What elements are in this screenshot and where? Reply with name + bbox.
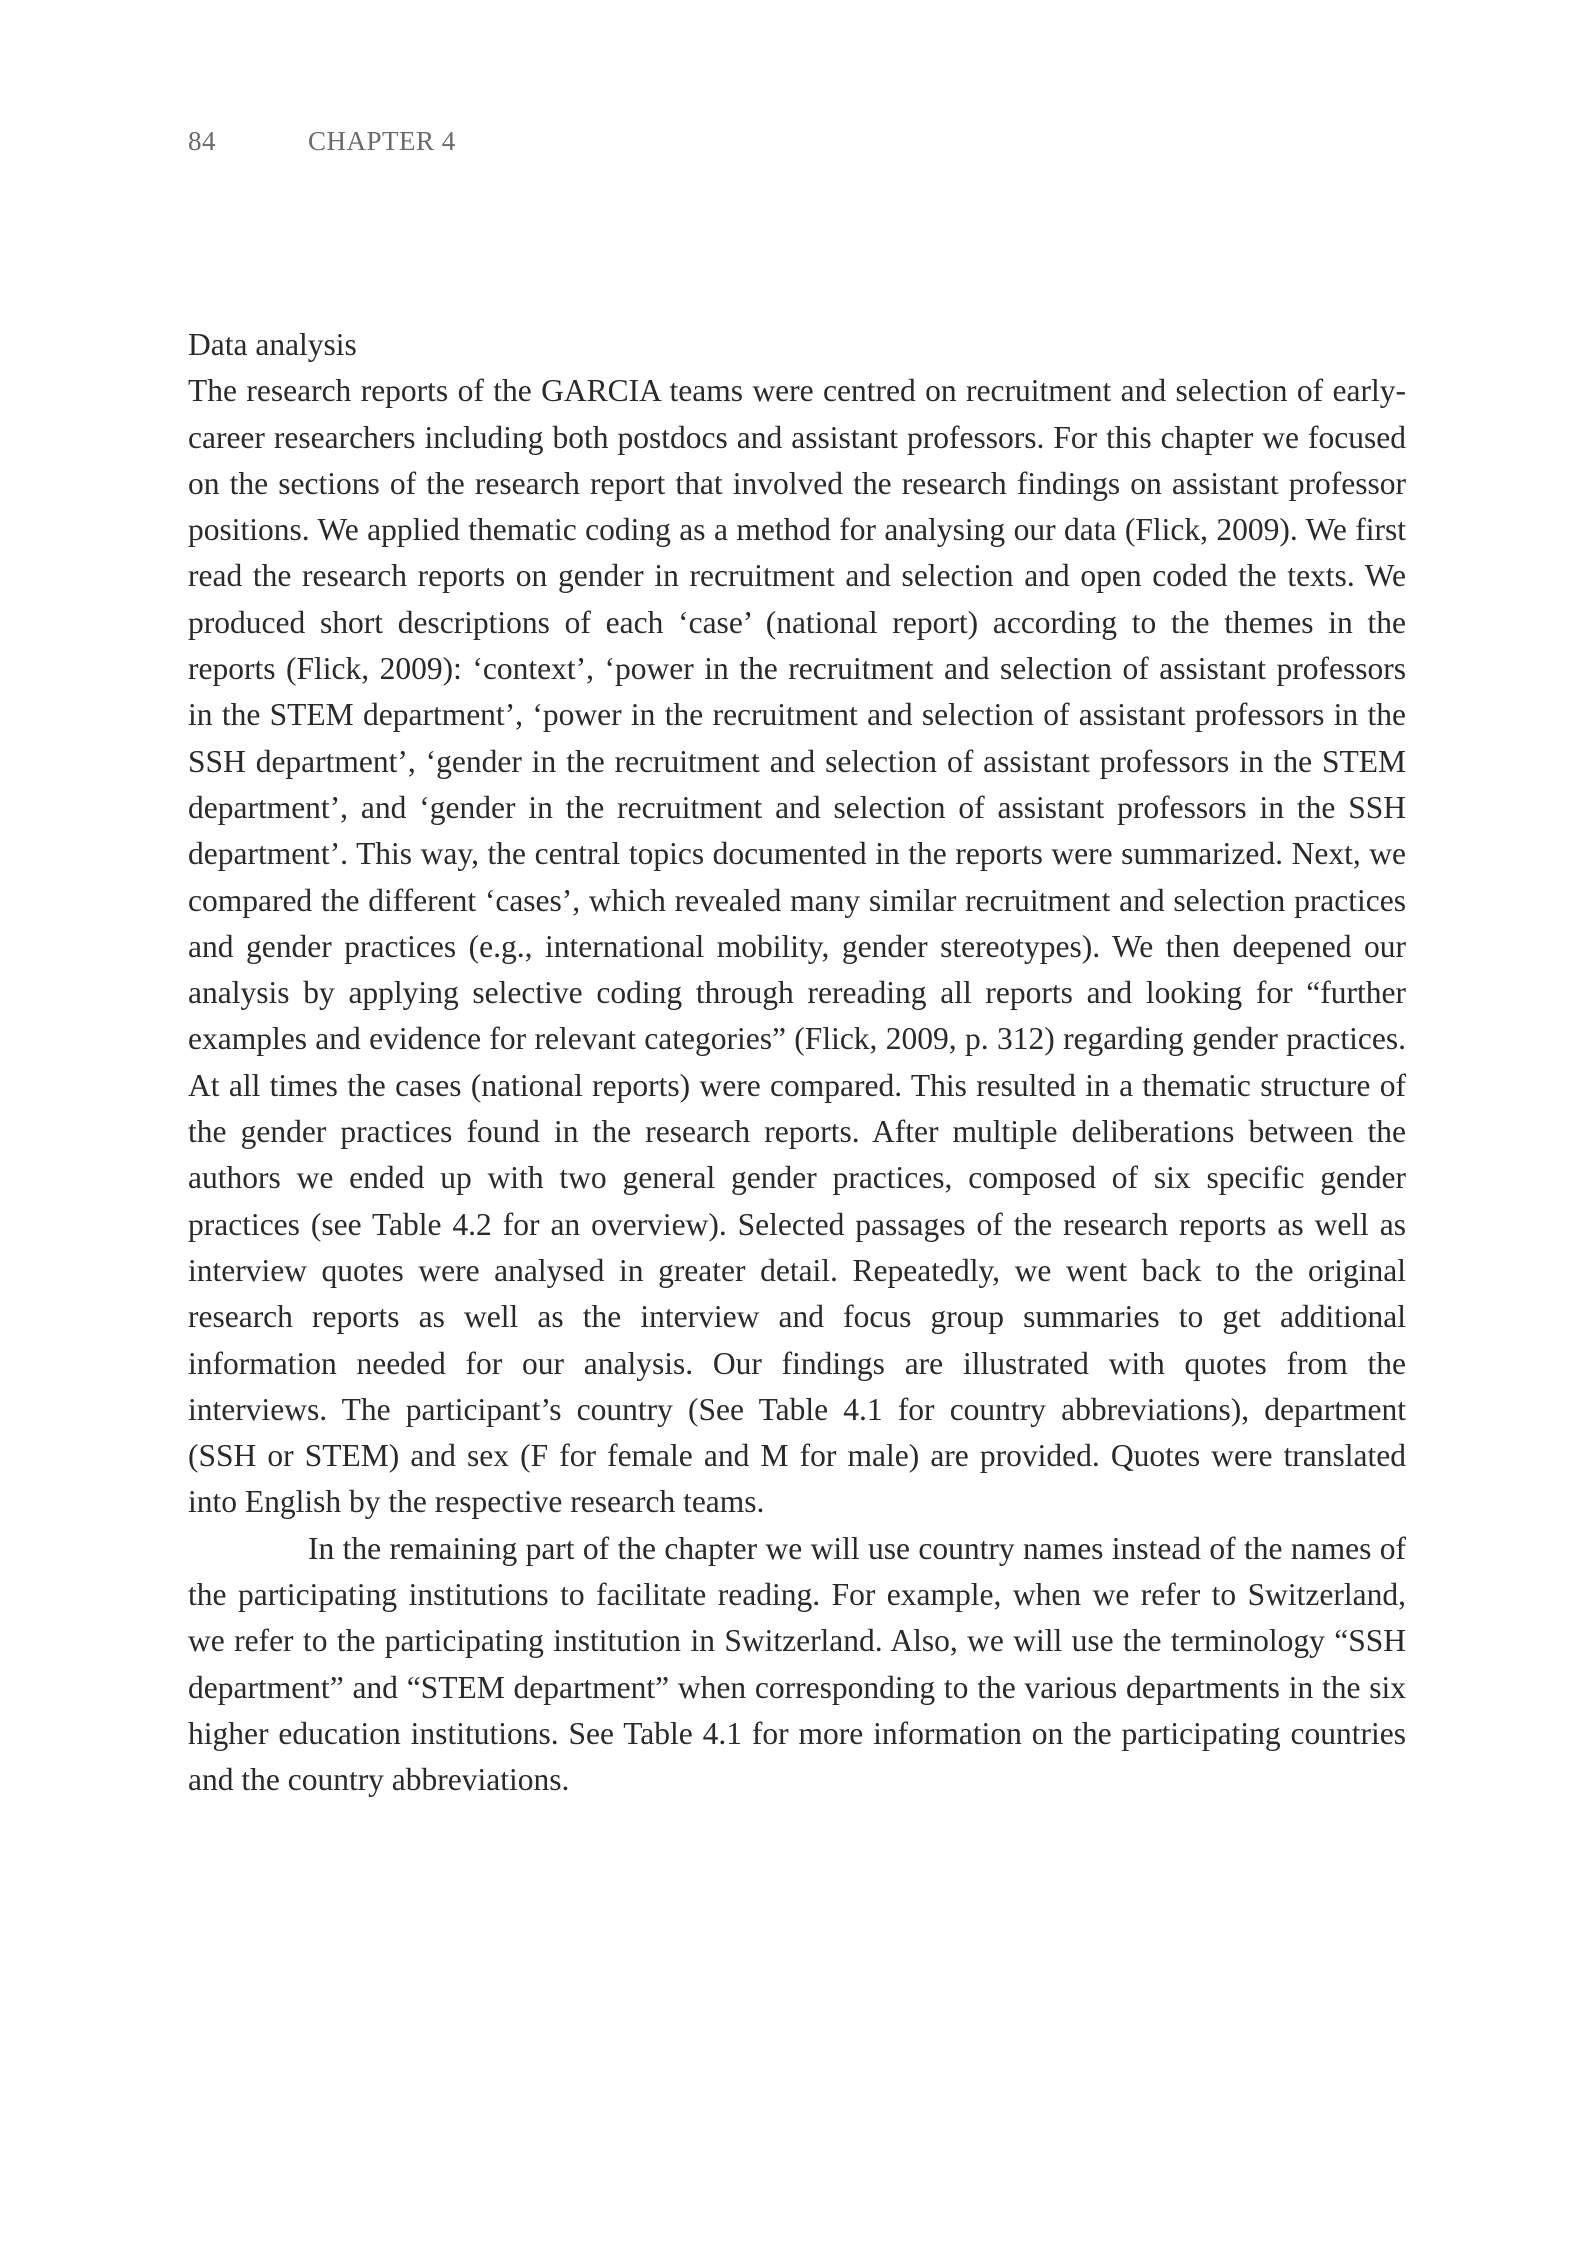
section-heading: Data analysis [188, 327, 357, 362]
body-paragraph-1: The research reports of the GARCIA teams were centred on recruitment and selection of early-career researchers including both postdocs and assistant professors. For this chapter we focused on the sections of the research report that involved the research findings on assistant professor positions. We applied thematic coding as a method for analysing our data (Flick, 2009). We first read the research reports on gender in recruitment and selection and open coded the texts. We produced short descriptions of each ‘case’ (national report) according to the themes in the reports (Flick, 2009): ‘context’, ‘power in the recruitment and selection of assistant professors in the STEM department’, ‘power in the recruitment and selection of assistant professors in the SSH department’, ‘gender in the recruitment and selection of assistant professors in the STEM department’, and ‘gender in the recruitment and selection of assistant professors in the SSH department’. This way, the central topics documented in the reports were summarized. Next, we compared the different ‘cases’, which revealed many similar recruitment and selection practices and gender practices (e.g., international mobility, gender stereotypes). We then deepened our analysis by applying selective coding through rereading all reports and looking for “further examples and evidence for relevant categories” (Flick, 2009, p. 312) regarding gender practices. At all times the cases (national reports) were compared. This resulted in a thematic structure of the gender practices found in the research reports. After multiple deliberations between the authors we ended up with two general gender practices, composed of six specific gender practices (see Table 4.2 for an overview). Selected passages of the research reports as well as interview quotes were analysed in greater detail. Repeatedly, we went back to the original research reports as well as the interview and focus group summaries to get additional information needed for our analysis. Our findings are illustrated with quotes from the interviews. The participant’s country (See Table 4.1 for country abbreviations), department (SSH or STEM) and sex (F for female and M for male) are provided. Quotes were translated into English by the respective research teams. [188, 373, 1406, 1520]
running-head [188, 126, 456, 157]
section-body [188, 322, 1406, 1804]
page-number: 84 [188, 126, 216, 156]
body-paragraph-2: In the remaining part of the chapter we will use country names instead of the names of the participating institutions to facilitate reading. For example, when we refer to Switzerland, we refer to the participating institution in Switzerland. Also, we will use the terminology “SSH department” and “STEM department” when corresponding to the various departments in the six higher education institutions. See Table 4.1 for more information on the participating countries and the country abbreviations. [188, 1530, 1406, 1798]
chapter-label: CHAPTER 4 [308, 126, 456, 156]
